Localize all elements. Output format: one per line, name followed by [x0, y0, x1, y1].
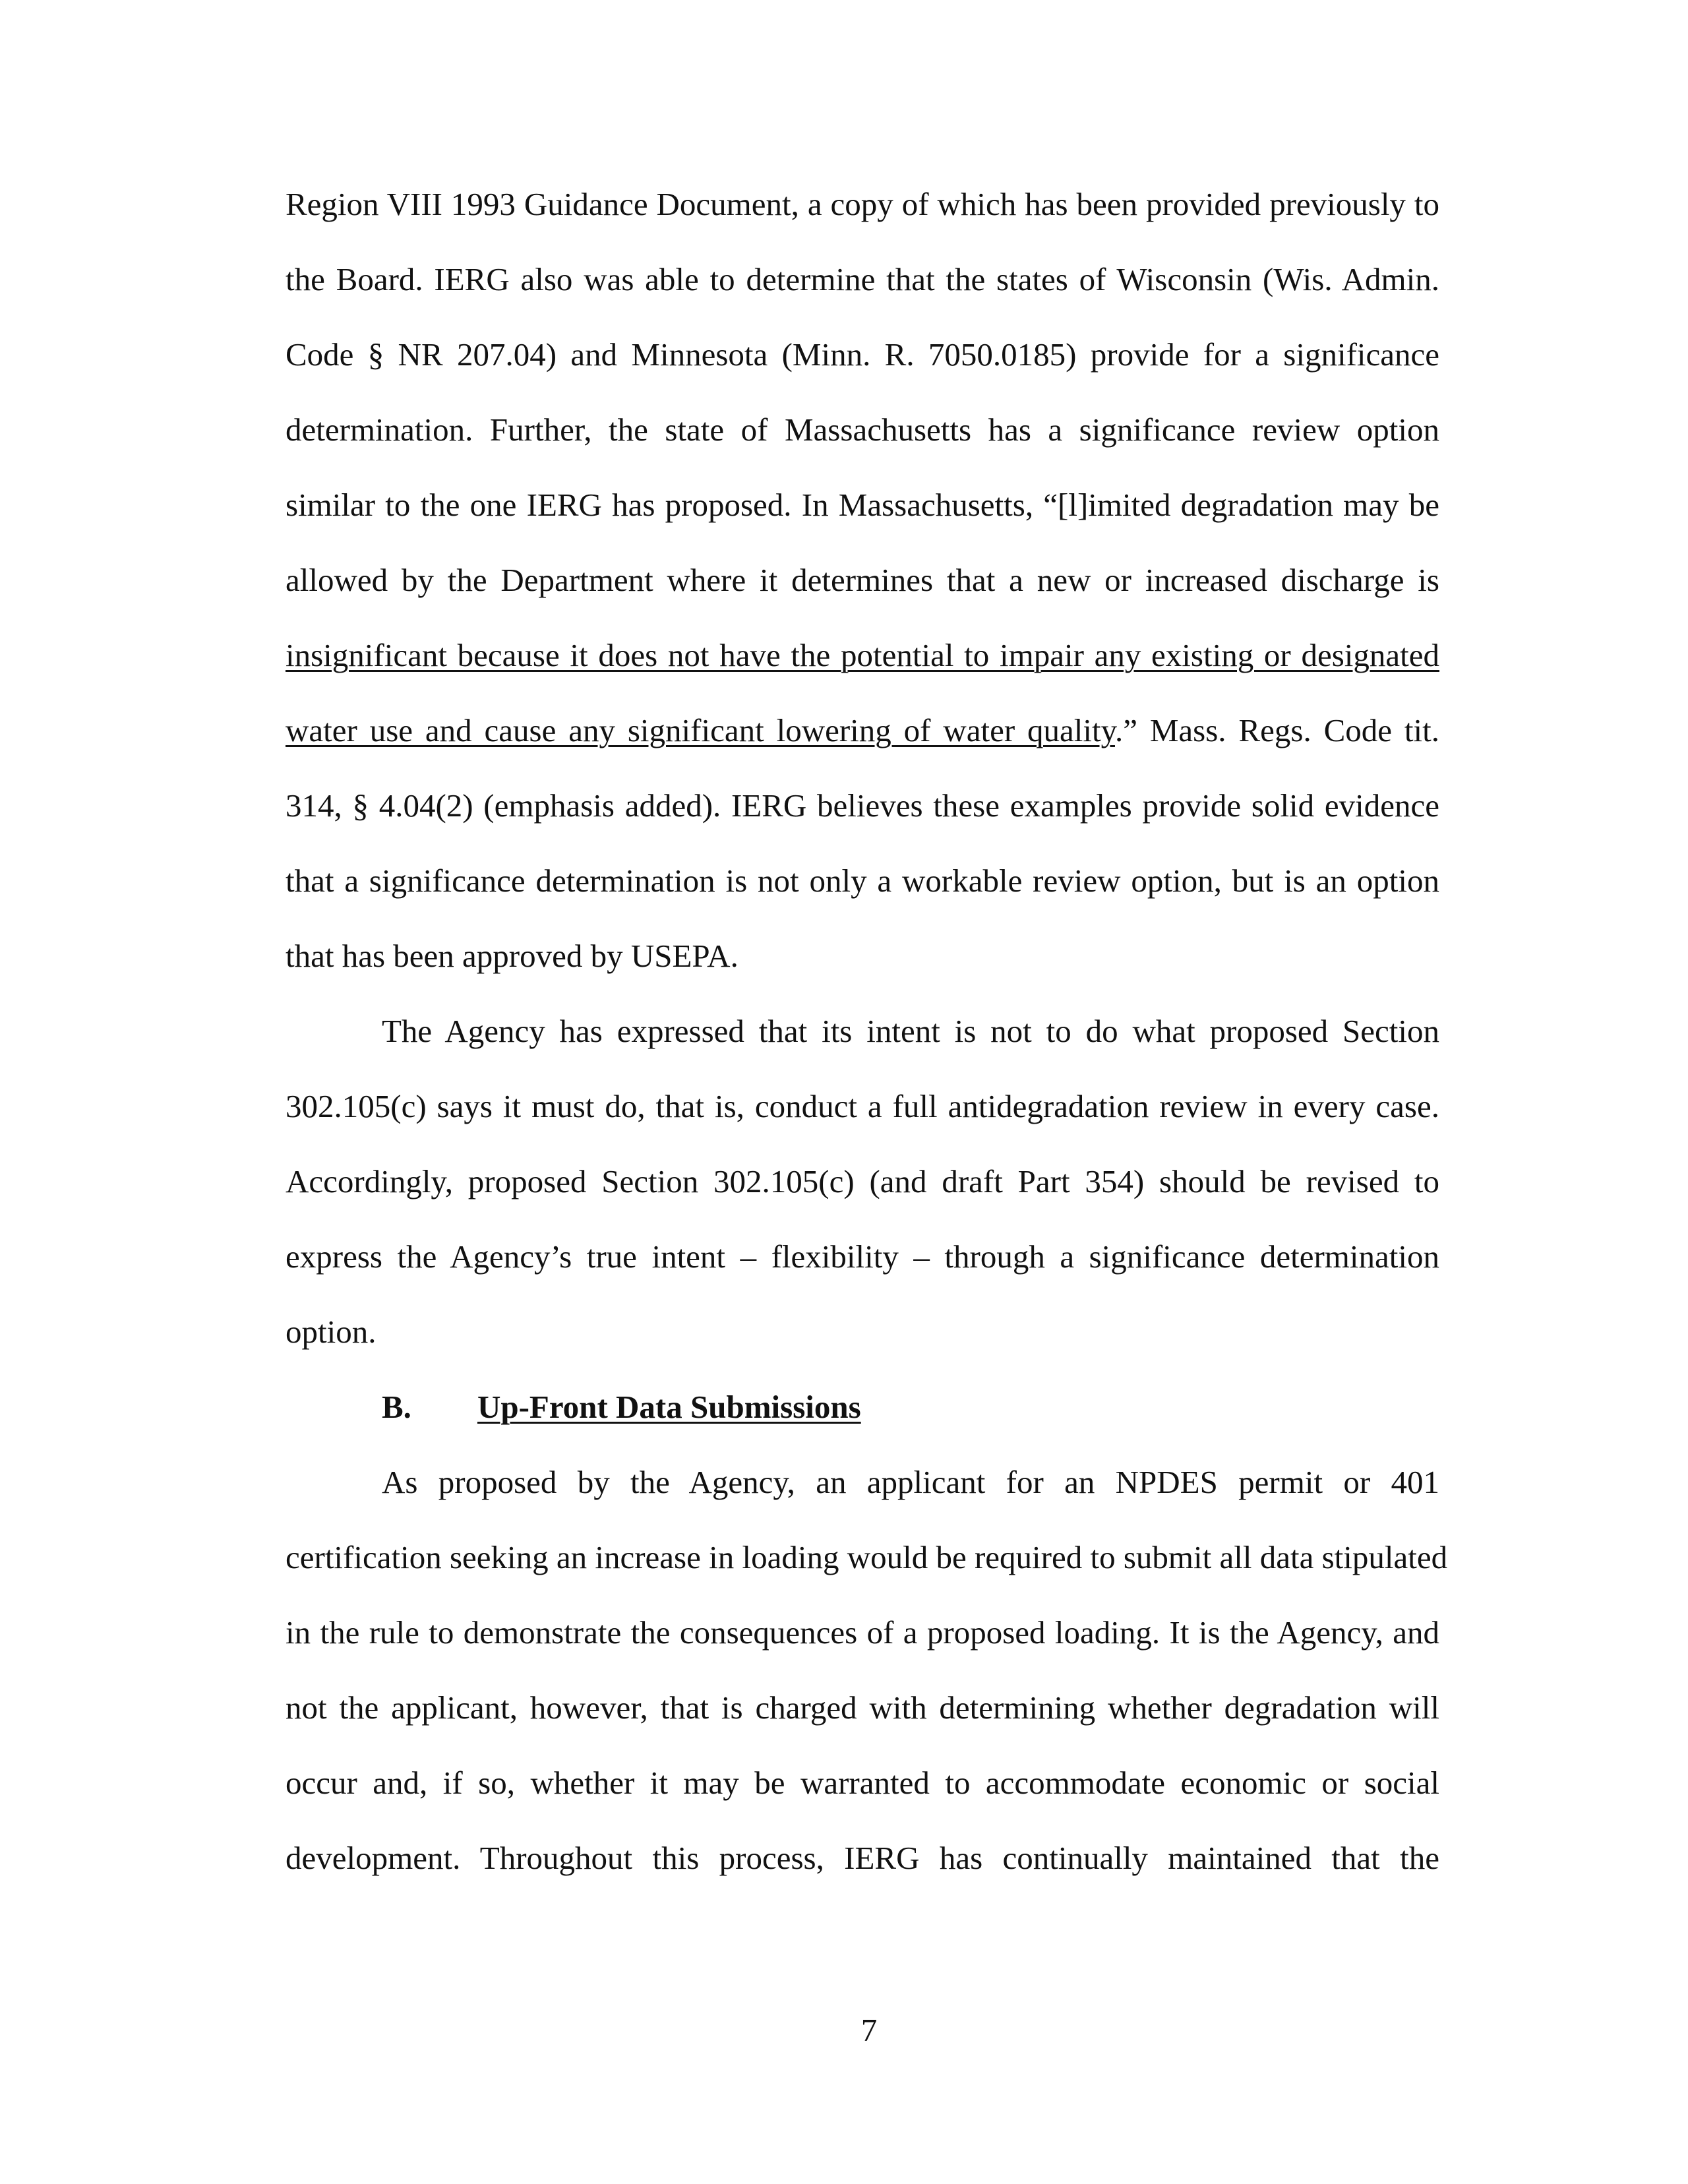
text-segment: express the Agency’s true intent – flexibility – through a significance determination	[286, 1238, 1439, 1275]
text-segment: Accordingly, proposed Section 302.105(c) (and draft Part 354) should be revised to	[286, 1163, 1439, 1199]
text-line	[286, 618, 1439, 693]
text-segment: 314, § 4.04(2) (emphasis added). IERG believes these examples provide solid evidence	[286, 787, 1439, 824]
text-line	[286, 317, 1439, 392]
text-line	[286, 1144, 1439, 1219]
text-segment: The Agency has expressed that its intent is not to do what proposed Section	[382, 1013, 1439, 1049]
document-body	[286, 167, 1448, 1896]
text-segment: the Board. IERG also was able to determine that the states of Wisconsin (Wis. Admin.	[286, 261, 1439, 297]
text-line	[286, 1445, 1439, 1520]
text-line	[286, 1595, 1439, 1670]
text-line	[286, 1821, 1439, 1896]
text-segment: certification seeking an increase in loading would be required to submit all data stipulated	[286, 1539, 1448, 1575]
text-line	[286, 843, 1439, 919]
section-label: B.	[382, 1389, 411, 1425]
paragraph	[286, 167, 1439, 994]
page-number: 7	[860, 2012, 878, 2048]
text-segment: development. Throughout this process, IERG has continually maintained that the	[286, 1840, 1439, 1876]
emphasized-text: insignificant because it does not have the potential to impair any existing or designated	[286, 637, 1439, 673]
text-line	[286, 392, 1439, 468]
text-segment: determination. Further, the state of Massachusetts has a significance review option	[286, 411, 1439, 448]
text-segment: in the rule to demonstrate the consequences of a proposed loading. It is the Agency, and	[286, 1614, 1439, 1651]
text-segment: occur and, if so, whether it may be warranted to accommodate economic or social	[286, 1765, 1439, 1801]
text-line	[286, 1670, 1439, 1745]
text-segment: not the applicant, however, that is charged with determining whether degradation will	[286, 1689, 1439, 1726]
text-line	[286, 468, 1439, 543]
text-line	[286, 768, 1439, 843]
text-segment: As proposed by the Agency, an applicant for an NPDES permit or 401	[382, 1464, 1439, 1500]
text-line	[286, 242, 1439, 317]
paragraph	[286, 1445, 1448, 1896]
text-line	[286, 1745, 1439, 1821]
text-line	[286, 693, 1439, 768]
text-segment: that has been approved by USEPA.	[286, 938, 738, 974]
text-segment: option.	[286, 1314, 377, 1350]
text-segment: Code § NR 207.04) and Minnesota (Minn. R. 7050.0185) provide for a significance	[286, 336, 1439, 373]
text-line	[286, 994, 1439, 1069]
text-segment: allowed by the Department where it determines that a new or increased discharge is	[286, 562, 1439, 598]
text-line	[286, 919, 1439, 994]
section-title: Up-Front Data Submissions	[477, 1389, 861, 1425]
text-segment: .” Mass. Regs. Code tit.	[1114, 712, 1439, 748]
text-segment: that a significance determination is not only a workable review option, but is an option	[286, 863, 1439, 899]
text-line	[286, 167, 1439, 242]
paragraph	[286, 994, 1439, 1370]
text-line	[286, 1520, 1448, 1595]
text-line	[286, 1219, 1439, 1294]
emphasized-text: water use and cause any significant lowering of water quality	[286, 712, 1115, 748]
section-heading	[286, 1370, 1439, 1445]
text-line	[286, 1294, 1439, 1370]
text-segment: 302.105(c) says it must do, that is, conduct a full antidegradation review in every case.	[286, 1088, 1439, 1124]
text-segment: similar to the one IERG has proposed. In Massachusetts, “[l]imited degradation may be	[286, 487, 1439, 523]
text-line	[286, 543, 1439, 618]
text-line	[286, 1069, 1439, 1144]
text-segment: Region VIII 1993 Guidance Document, a copy of which has been provided previously to	[286, 186, 1439, 222]
